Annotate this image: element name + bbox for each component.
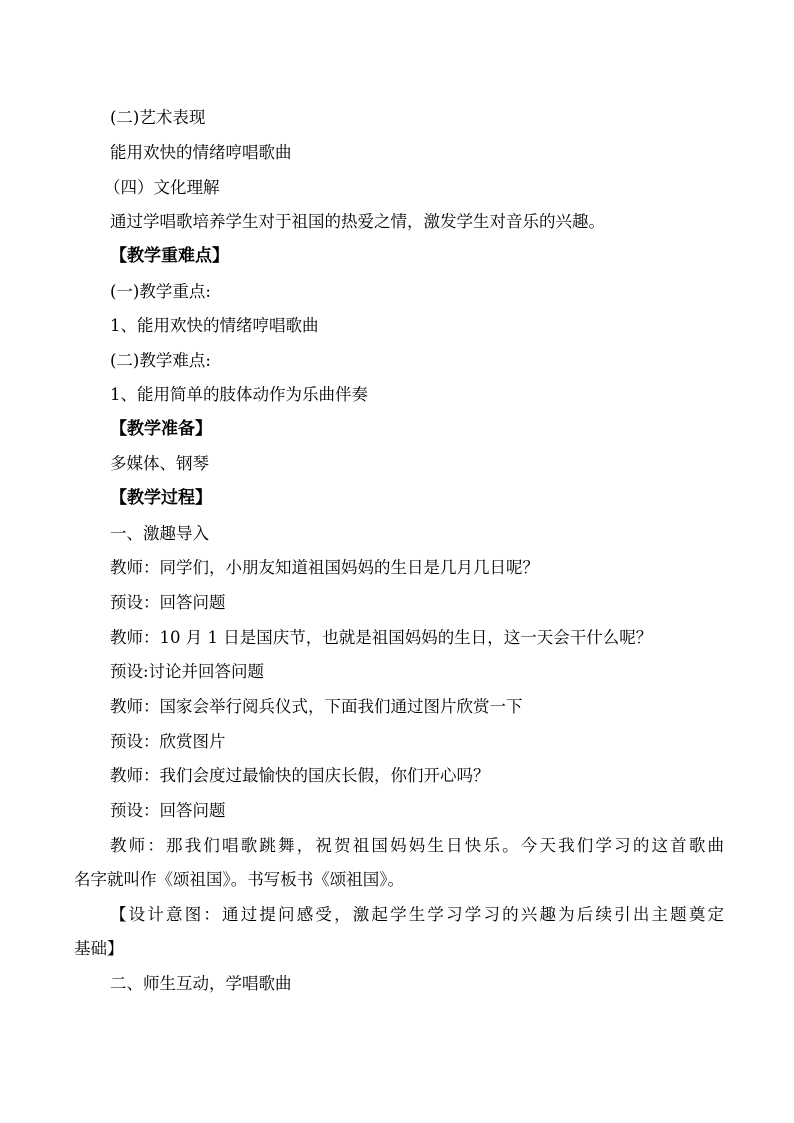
dialogue-line: 教师：我们会度过最愉快的国庆长假，你们开心吗？ — [110, 766, 490, 785]
list-item: 1、能用欢快的情绪哼唱歌曲 — [110, 316, 319, 335]
design-intent-note: 【设计意图：通过提问感受，激起学生学习学习的兴趣为后续引出主题奠定 — [110, 905, 724, 924]
paragraph-text: 通过学唱歌培养学生对于祖国的热爱之情，激发学生对音乐的兴趣。 — [110, 212, 605, 231]
dialogue-line: 预设：回答问题 — [110, 801, 226, 820]
heading-teaching-preparation: 【教学准备】 — [110, 419, 212, 439]
subheading-introduction: 一、激趣导入 — [110, 524, 209, 543]
dialogue-line: 教师：国家会举行阅兵仪式，下面我们通过图片欣赏一下 — [110, 697, 523, 716]
dialogue-line: 教师：那我们唱歌跳舞，祝贺祖国妈妈生日快乐。今天我们学习的这首歌曲 — [110, 836, 724, 855]
dialogue-line-continued: 名字就叫作《颂祖国》。书写板书《颂祖国》。 — [74, 870, 404, 889]
design-intent-note-continued: 基础】 — [74, 939, 124, 958]
paragraph-text: 能用欢快的情绪哼唱歌曲 — [110, 143, 292, 162]
subheading-difficult-points: (二)教学难点: — [110, 351, 211, 370]
heading-teaching-process: 【教学过程】 — [110, 488, 212, 508]
list-item: 1、能用简单的肢体动作为乐曲伴奏 — [110, 385, 368, 404]
subheading-key-points: (一)教学重点: — [110, 282, 211, 301]
subheading-interaction: 二、师生互动，学唱歌曲 — [110, 974, 292, 993]
dialogue-line: 预设：欣赏图片 — [110, 732, 226, 751]
heading-key-difficult-points: 【教学重难点】 — [110, 246, 229, 266]
dialogue-line: 预设：回答问题 — [110, 593, 226, 612]
dialogue-line: 预设:讨论并回答问题 — [110, 662, 265, 681]
section-art-expression: (二)艺术表现 — [110, 108, 206, 127]
section-cultural-understanding: （四）文化理解 — [104, 178, 220, 197]
paragraph-text: 多媒体、钢琴 — [110, 454, 209, 473]
dialogue-line: 教师：同学们，小朋友知道祖国妈妈的生日是几月几日呢？ — [110, 558, 539, 577]
dialogue-line: 教师：10 月 1 日是国庆节，也就是祖国妈妈的生日，这一天会干什么呢？ — [110, 628, 653, 647]
